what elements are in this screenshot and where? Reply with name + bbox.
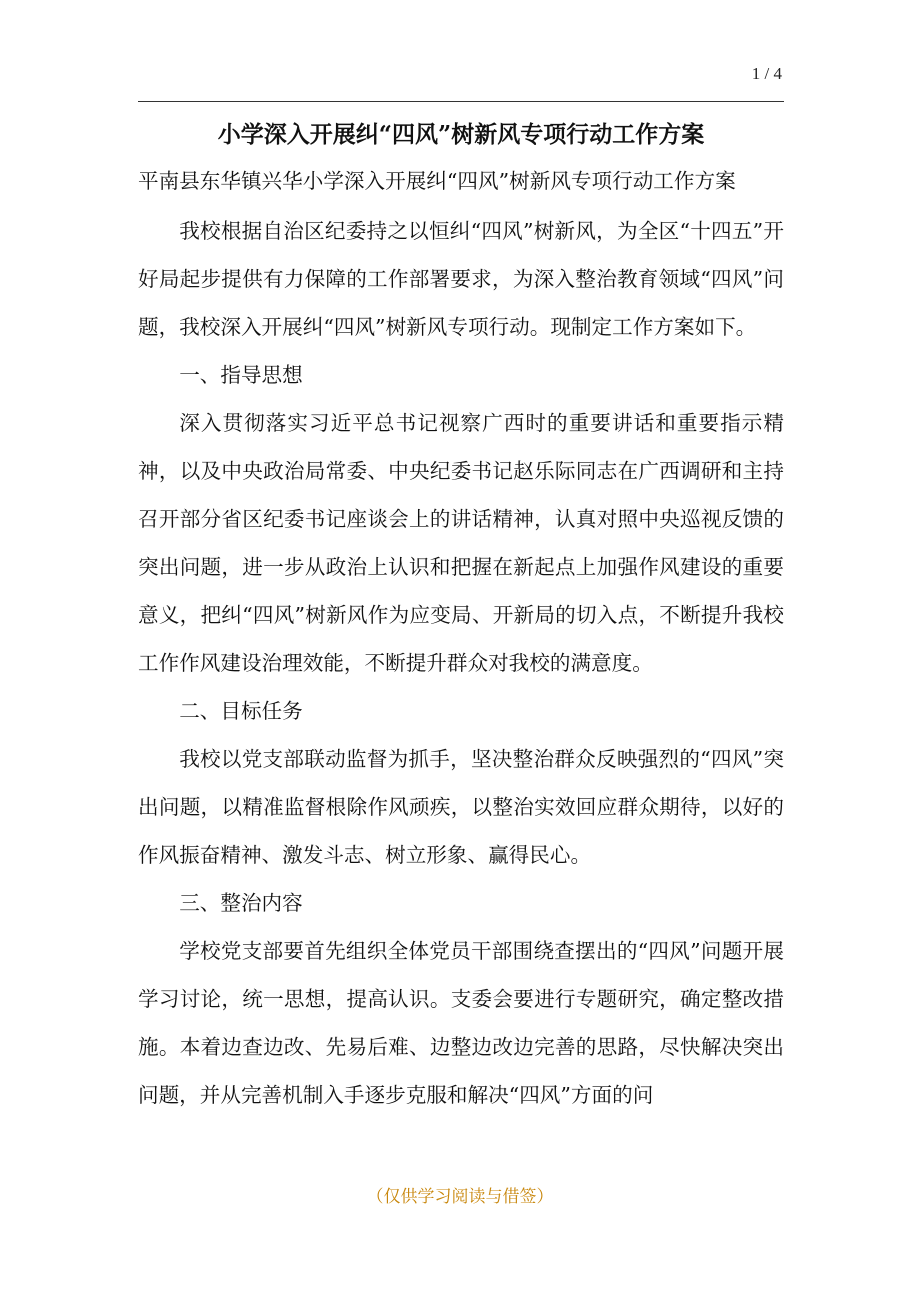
footer-note: （仅供学习阅读与借签） xyxy=(366,1187,554,1207)
section-heading-guiding-ideology: 一、指导思想 xyxy=(179,363,303,387)
section-heading-goals: 二、目标任务 xyxy=(179,699,303,723)
intro-paragraph: 我校根据自治区纪委持之以恒纠“四风”树新风，为全区“十四五”开好局起步提供有力保障的工作部署要求，为深入整治教育领域“四风”问题，我校深入开展纠“四风”树新风专项行动。现制定工作方案如下。 xyxy=(138,219,784,339)
document-body xyxy=(138,112,784,1119)
document-title: 小学深入开展纠“四风”树新风专项行动工作方案 xyxy=(217,121,705,148)
section-heading-rectification-content: 三、整治内容 xyxy=(179,891,303,915)
section-body-goals: 我校以党支部联动监督为抓手，坚决整治群众反映强烈的“四风”突出问题，以精准监督根除作风顽疾，以整治实效回应群众期待，以好的作风振奋精神、激发斗志、树立形象、赢得民心。 xyxy=(138,747,784,867)
page-number: 1 / 4 xyxy=(751,64,782,83)
document-subtitle: 平南县东华镇兴华小学深入开展纠“四风”树新风专项行动工作方案 xyxy=(138,169,736,193)
section-body-rectification-content: 学校党支部要首先组织全体党员干部围绕查摆出的“四风”问题开展学习讨论，统一思想，提高认识。支委会要进行专题研究，确定整改措施。本着边查边改、先易后难、边整边改边完善的思路，尽快解决突出问题，并从完善机制入手逐步克服和解决“四风”方面的问 xyxy=(138,939,784,1107)
section-body-guiding-ideology: 深入贯彻落实习近平总书记视察广西时的重要讲话和重要指示精神，以及中央政治局常委、中央纪委书记赵乐际同志在广西调研和主持召开部分省区纪委书记座谈会上的讲话精神，认真对照中央巡视反馈的突出问题，进一步从政治上认识和把握在新起点上加强作风建设的重要意义，把纠“四风”树新风作为应变局、开新局的切入点，不断提升我校工作作风建设治理效能，不断提升群众对我校的满意度。 xyxy=(138,411,784,675)
header-divider xyxy=(138,101,784,102)
